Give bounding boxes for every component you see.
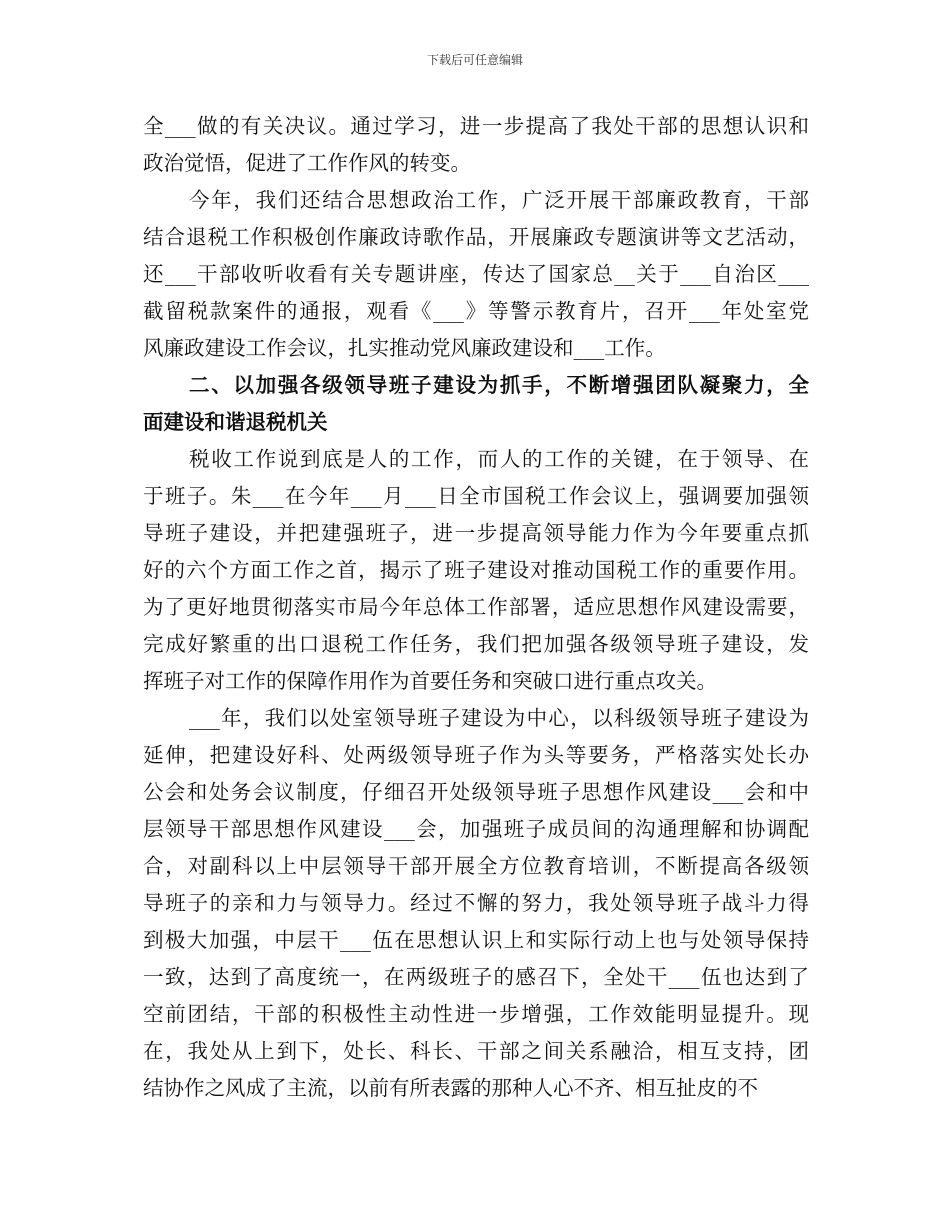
paragraph-line: 全___做的有关决议。通过学习，进一步提高了我处干部的思想认识和 xyxy=(143,114,809,138)
paragraph-line: 好的六个方面工作之首，揭示了班子建设对推动国税工作的重要作用。 xyxy=(143,558,809,582)
paragraph-line: 到极大加强，中层干___伍在思想认识上和实际行动上也与处领导保持 xyxy=(143,928,809,952)
paragraph-line: 截留税款案件的通报，观看《___》等警示教育片，召开___年处室党 xyxy=(143,299,809,323)
paragraph-line: 于班子。朱___在今年___月___日全市国税工作会议上，强调要加强领 xyxy=(143,484,809,508)
paragraph-line: 政治觉悟，促进了工作作风的转变。 xyxy=(143,151,471,175)
paragraph-line: 合，对副科以上中层领导干部开展全方位教育培训，不断提高各级领 xyxy=(143,854,809,878)
paragraph-line: 完成好繁重的出口退税工作任务，我们把加强各级领导班子建设，发 xyxy=(143,632,809,656)
paragraph-line: 税收工作说到底是人的工作，而人的工作的关键，在于领导、在 xyxy=(189,447,809,471)
paragraph-line: 今年，我们还结合思想政治工作，广泛开展干部廉政教育，干部 xyxy=(189,188,809,212)
page-header: 下载后可任意编辑 xyxy=(426,53,523,67)
paragraph-line: 层领导干部思想作风建设___会，加强班子成员间的沟通理解和协调配 xyxy=(143,817,809,841)
paragraph xyxy=(143,182,809,367)
document-body xyxy=(143,108,809,1107)
paragraph-line: 结合退税工作积极创作廉政诗歌作品，开展廉政专题演讲等文艺活动， xyxy=(143,225,809,249)
paragraph-line: 挥班子对工作的保障作用作为首要任务和突破口进行重点攻关。 xyxy=(143,669,717,693)
heading-line: 二、以加强各级领导班子建设为抓手，不断增强团队凝聚力，全 xyxy=(189,373,809,397)
paragraph xyxy=(143,108,809,182)
paragraph-line: 空前团结，干部的积极性主动性进一步增强，工作效能明显提升。现 xyxy=(143,1002,809,1026)
section-heading xyxy=(143,367,809,441)
paragraph-line: 在，我处从上到下，处长、科长、干部之间关系融洽，相互支持，团 xyxy=(143,1039,809,1063)
paragraph-line: 为了更好地贯彻落实市局今年总体工作部署，适应思想作风建设需要， xyxy=(143,595,809,619)
paragraph-line: 导班子的亲和力与领导力。经过不懈的努力，我处领导班子战斗力得 xyxy=(143,891,809,915)
paragraph-line: 一致，达到了高度统一，在两级班子的感召下，全处干___伍也达到了 xyxy=(143,965,809,989)
paragraph-line: ___年，我们以处室领导班子建设为中心，以科级领导班子建设为 xyxy=(189,706,809,730)
paragraph-line: 还___干部收听收看有关专题讲座，传达了国家总__关于___自治区___ xyxy=(143,262,809,286)
paragraph-line: 延伸，把建设好科、处两级领导班子作为头等要务，严格落实处长办 xyxy=(143,743,809,767)
paragraph-line: 公会和处务会议制度，仔细召开处级领导班子思想作风建设___会和中 xyxy=(143,780,809,804)
paragraph-line: 导班子建设，并把建强班子，进一步提高领导能力作为今年要重点抓 xyxy=(143,521,809,545)
paragraph-line: 结协作之风成了主流，以前有所表露的那种人心不齐、相互扯皮的不 xyxy=(143,1076,758,1100)
heading-line: 面建设和谐退税机关 xyxy=(143,410,328,434)
paragraph xyxy=(143,700,809,1107)
paragraph xyxy=(143,441,809,700)
paragraph-line: 风廉政建设工作会议，扎实推动党风廉政建设和___工作。 xyxy=(143,336,666,360)
